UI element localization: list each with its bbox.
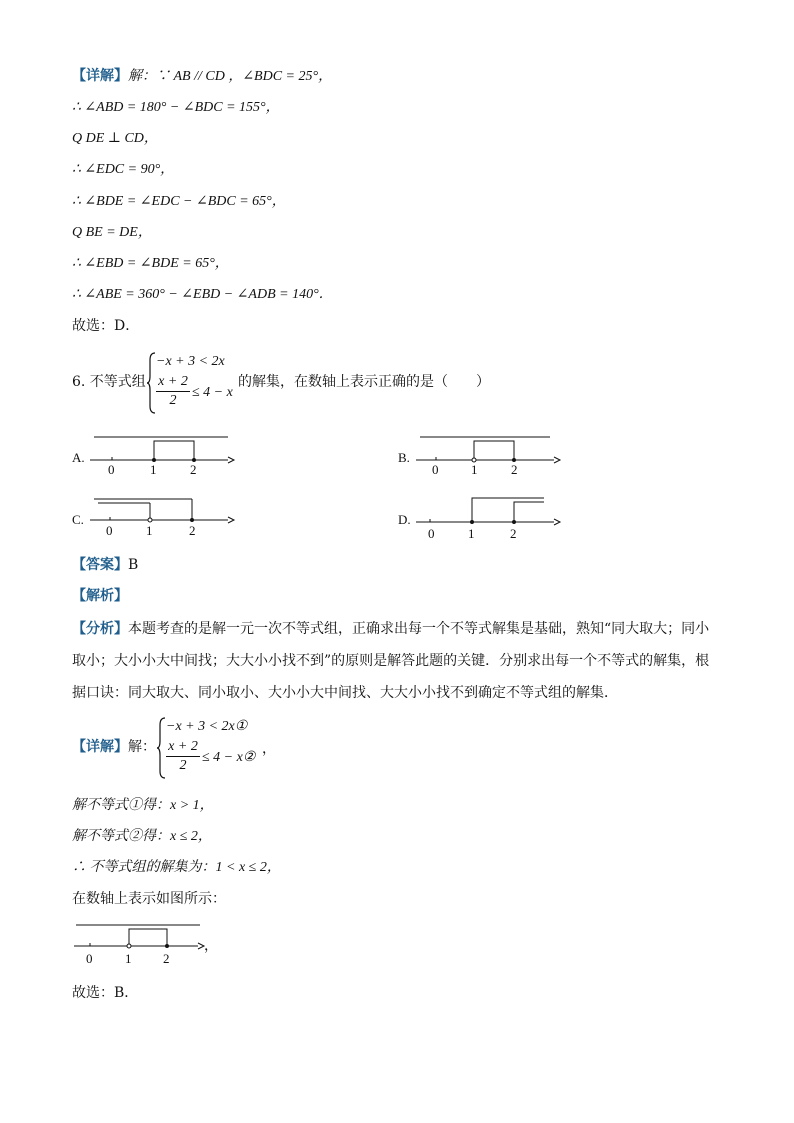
answer-line <box>72 555 138 575</box>
detail-line-1 <box>72 66 332 87</box>
fraction-numerator: x + 2 <box>156 373 190 392</box>
analysis-subtag: 【分析】 <box>72 621 128 637</box>
option-a-label: A. <box>72 450 85 465</box>
solution-line-2: 解不等式②得：x ≤ 2， <box>72 829 212 844</box>
system-row-1: −x + 3 < 2x <box>156 354 225 369</box>
detail2-suffix: ， <box>262 741 276 757</box>
detail2-tag: 【详解】 <box>72 739 128 755</box>
fraction-numerator: x + 2 <box>166 738 200 757</box>
option-a-tick-0: 0 <box>108 462 115 477</box>
fraction-denominator: 2 <box>179 758 187 773</box>
final-axis-trail: ， <box>204 938 218 954</box>
detail-line-4: ∴ ∠EDC = 90°， <box>72 162 175 177</box>
final-number-line <box>72 918 212 958</box>
detail-text: 解：∵ AB // CD ，∠BDC = 25°， <box>128 69 333 84</box>
detail-line-6: Q BE = DE， <box>72 225 152 240</box>
option-d-label: D. <box>398 512 411 527</box>
analysis-line-2: 取小；大小小大中间找；大大小小找不到”的原则是解答此题的关键．分别求出每一个不等式的解集，根 <box>72 653 710 669</box>
solution-line-3: ∴ 不等式组的解集为：1 < x ≤ 2， <box>72 860 281 875</box>
option-c-label: C. <box>72 512 84 527</box>
solution-line-1: 解不等式①得：x > 1， <box>72 798 214 813</box>
detail-line-5: ∴ ∠BDE = ∠EDC − ∠BDC = 65°， <box>72 194 286 209</box>
final-tick-2: 2 <box>163 951 170 966</box>
solution-line-4: 在数轴上表示如图所示： <box>72 891 226 907</box>
fraction-denominator: 2 <box>169 393 177 408</box>
detail-line-3: Q DE ⊥ CD， <box>72 131 158 146</box>
final-line: 故选：B． <box>72 985 139 1001</box>
detail-line-9: 故选：D． <box>72 318 140 334</box>
detail-line-7: ∴ ∠EBD = ∠BDE = 65°， <box>72 256 229 271</box>
detail2-fraction <box>166 738 200 775</box>
answer-value: B <box>128 557 139 573</box>
final-tick-0: 0 <box>86 951 93 966</box>
option-c-tick-1: 1 <box>146 523 153 538</box>
option-b-tick-0: 0 <box>432 462 439 477</box>
detail-tag: 【详解】 <box>72 68 128 84</box>
final-tick-1: 1 <box>125 951 132 966</box>
question-prefix: 6. 不等式组 <box>72 374 146 390</box>
analysis-tag: 【解析】 <box>72 588 128 604</box>
answer-tag: 【答案】 <box>72 557 128 573</box>
option-d-tick-2: 2 <box>510 526 517 541</box>
option-d-tick-1: 1 <box>468 526 475 541</box>
brace-icon <box>156 717 166 779</box>
detail-line-8: ∴ ∠ABE = 360° − ∠EBD − ∠ADB = 140°． <box>72 287 333 302</box>
detail-line-2: ∴ ∠ABD = 180° − ∠BDC = 155°， <box>72 100 280 115</box>
analysis-line-1 <box>72 619 709 639</box>
detail2-solve: 解： <box>128 739 156 755</box>
detail2-row-1: −x + 3 < 2x① <box>166 719 248 734</box>
analysis-text-1: 本题考查的是解一元一次不等式组，正确求出每一个不等式解集是基础，熟知“同大取大；同小 <box>128 621 710 637</box>
option-b-label: B. <box>398 450 410 465</box>
brace-icon <box>146 352 156 414</box>
option-b-tick-1: 1 <box>471 462 478 477</box>
option-c-tick-0: 0 <box>106 523 113 538</box>
option-a-tick-2: 2 <box>190 462 197 477</box>
option-c-tick-2: 2 <box>189 523 196 538</box>
analysis-line-3: 据口诀：同大取大、同小取小、大小小大中间找、大大小小找不到确定不等式组的解集． <box>72 685 618 701</box>
option-d-number-line <box>414 490 564 534</box>
detail2-prefix <box>72 737 156 757</box>
option-d-tick-0: 0 <box>428 526 435 541</box>
system-row-2: ≤ 4 − x <box>192 385 233 400</box>
option-a-tick-1: 1 <box>150 462 157 477</box>
question-suffix: 的解集，在数轴上表示正确的是（ ） <box>238 374 490 390</box>
option-b-tick-2: 2 <box>511 462 518 477</box>
detail2-row-2: ≤ 4 − x② <box>202 750 256 765</box>
system-fraction <box>156 373 190 410</box>
